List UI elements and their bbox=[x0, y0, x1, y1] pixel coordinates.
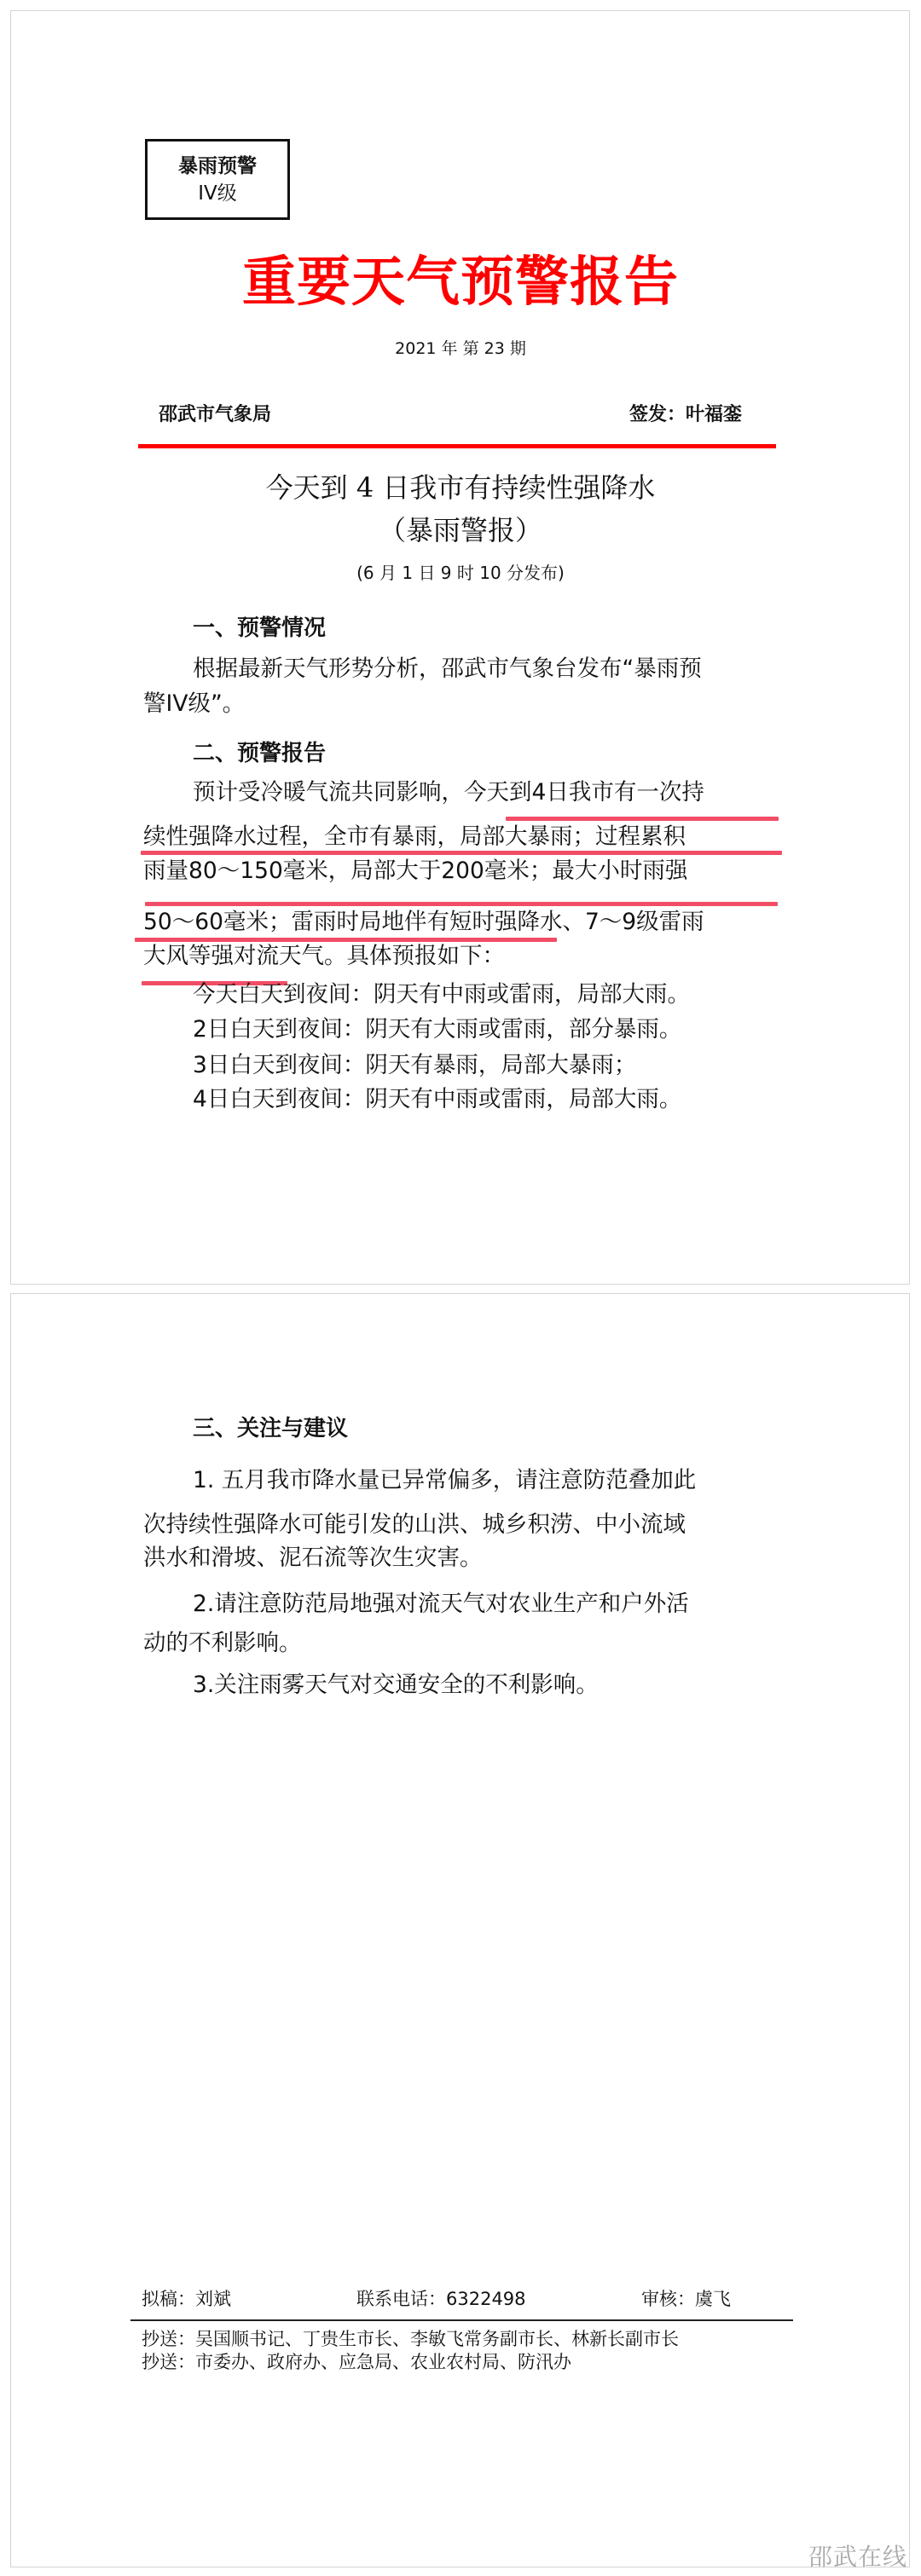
warning-level-badge bbox=[145, 139, 290, 220]
paragraph-line: 2.请注意防范局地强对流天气对农业生产和户外活 bbox=[193, 1591, 689, 1617]
watermark: 邵武在线 bbox=[808, 2543, 908, 2571]
paragraph-line: 50～60毫米；雷雨时局地伴有短时强降水、7～9级雷雨 bbox=[143, 909, 704, 935]
paragraph-line: 预计受冷暖气流共同影响，今天到4日我市有一次持 bbox=[193, 779, 704, 806]
paragraph-line: 次持续性强降水可能引发的山洪、城乡积涝、中小流域 bbox=[143, 1511, 686, 1538]
forecast-day-4: 4日白天到夜间：阴天有中雨或雷雨，局部大雨。 bbox=[193, 1086, 682, 1112]
reviewer: 审核：虞飞 bbox=[641, 2289, 731, 2309]
paragraph-line: 洪水和滑坡、泥石流等次生灾害。 bbox=[143, 1545, 483, 1571]
contact-phone: 联系电话：6322498 bbox=[356, 2289, 526, 2309]
drafter: 拟稿：刘斌 bbox=[142, 2289, 231, 2309]
paragraph-line: 动的不利影响。 bbox=[143, 1630, 302, 1656]
publish-time: (6 月 1 日 9 时 10 分发布) bbox=[356, 563, 565, 583]
report-subheadline: （暴雨警报） bbox=[378, 514, 542, 546]
paragraph-line: 续性强降水过程，全市有暴雨，局部大暴雨；过程累积 bbox=[143, 823, 686, 850]
paragraph-line: 1. 五月我市降水量已异常偏多，请注意防范叠加此 bbox=[193, 1467, 697, 1493]
forecast-day-2: 2日白天到夜间：阴天有大雨或雷雨，部分暴雨。 bbox=[193, 1016, 682, 1043]
forecast-day-3: 3日白天到夜间：阴天有暴雨，局部大暴雨； bbox=[193, 1052, 637, 1078]
highlight-underline bbox=[506, 817, 779, 821]
cc-officials: 抄送：吴国顺书记、丁贵生市长、李敏飞常务副市长、林新长副市长 bbox=[142, 2329, 679, 2349]
footer-divider bbox=[130, 2319, 793, 2321]
section-heading-advice: 三、关注与建议 bbox=[193, 1416, 349, 1441]
forecast-today: 今天白天到夜间：阴天有中雨或雷雨，局部大雨。 bbox=[193, 981, 690, 1008]
report-headline: 今天到 4 日我市有持续性强降水 bbox=[265, 471, 656, 504]
warning-badge-level: IV级 bbox=[198, 182, 237, 205]
warning-badge-type: 暴雨预警 bbox=[178, 155, 257, 177]
highlight-underline bbox=[135, 938, 557, 942]
paragraph-line: 3.关注雨雾天气对交通安全的不利影响。 bbox=[193, 1672, 599, 1698]
paragraph-line: 雨量80～150毫米，局部大于200毫米；最大小时雨强 bbox=[143, 858, 688, 884]
highlight-underline bbox=[145, 902, 778, 906]
report-title: 重要天气预警报告 bbox=[242, 251, 679, 313]
issuer: 邵武市气象局 bbox=[159, 404, 272, 425]
highlight-underline bbox=[141, 851, 782, 855]
red-divider bbox=[138, 444, 776, 448]
paragraph-line: 警IV级”。 bbox=[143, 690, 246, 717]
paragraph-line: 根据最新天气形势分析，邵武市气象台发布“暴雨预 bbox=[193, 656, 702, 682]
section-heading-warning-status: 一、预警情况 bbox=[193, 615, 327, 641]
signer: 签发：叶福銮 bbox=[629, 404, 743, 425]
section-heading-warning-report: 二、预警报告 bbox=[193, 741, 327, 766]
paragraph-line: 大风等强对流天气。具体预报如下： bbox=[143, 943, 505, 969]
cc-departments: 抄送：市委办、政府办、应急局、农业农村局、防汛办 bbox=[142, 2352, 571, 2372]
issue-number: 2021 年 第 23 期 bbox=[395, 339, 526, 358]
